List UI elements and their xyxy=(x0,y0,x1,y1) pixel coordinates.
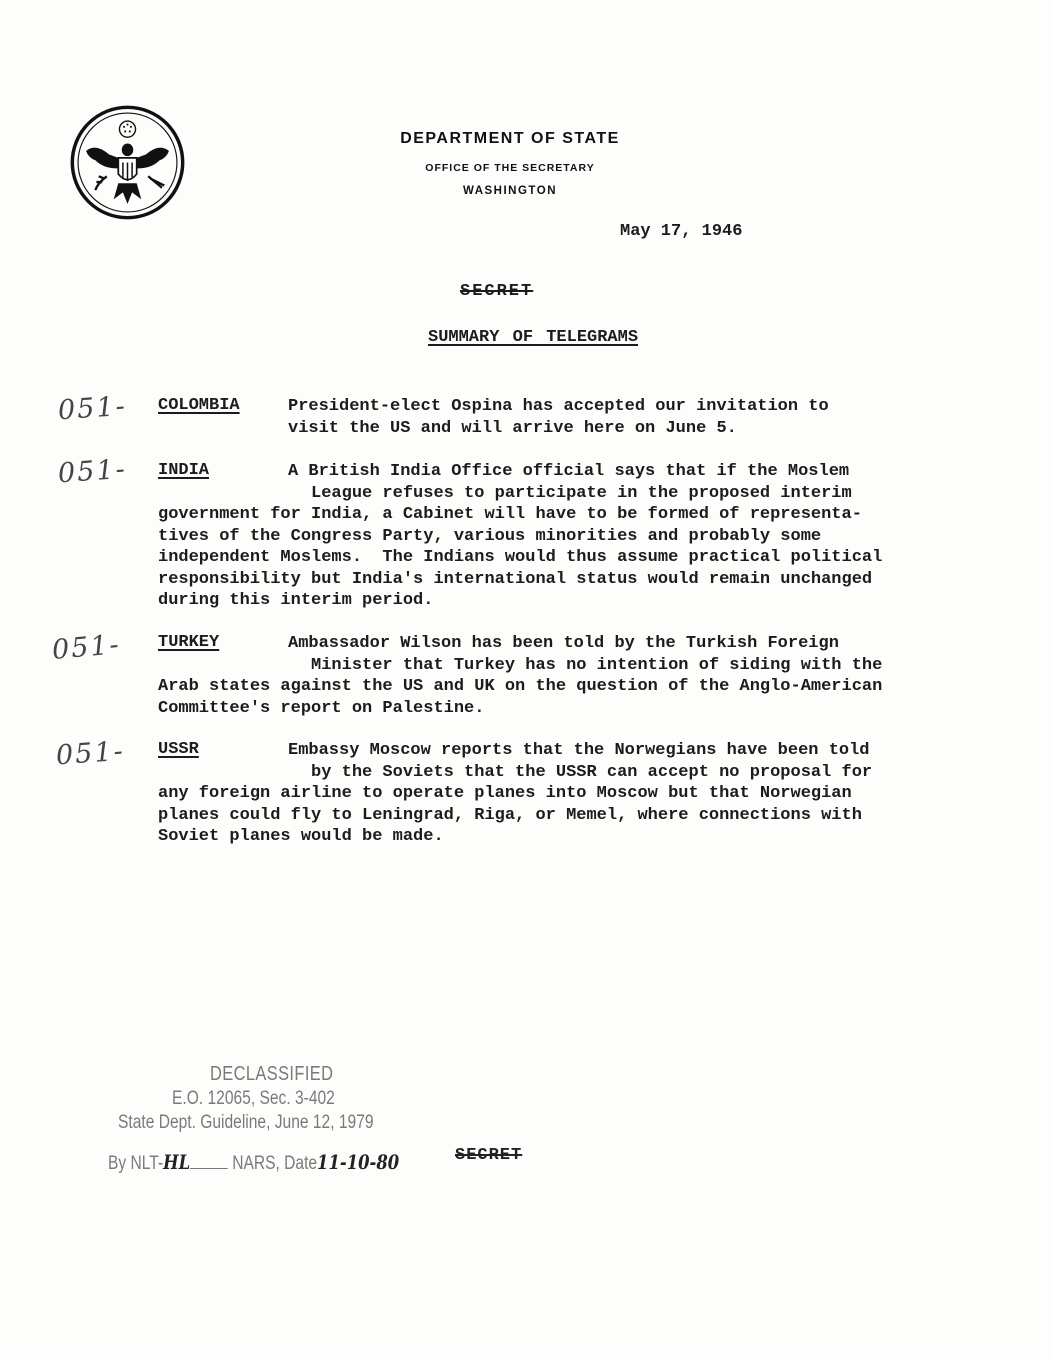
telegram-summary: A British India Office official says that if the Moslem League refuses to participate in the proposed interim government for India, a Cabinet will have to be formed of representa- tives of the Congress Party, various minorities and probably some independent Moslems. The Indians would thus assume practical political responsibility but India's international status would remain unchanged during this interim period. xyxy=(158,462,883,610)
telegram-summary: Ambassador Wilson has been told by the Turkish Foreign Minister that Turkey has no intention of siding with the Arab states against the US and UK on the question of the Anglo-American Committee's report on Palestine. xyxy=(158,634,883,718)
document-date: May 17, 1946 xyxy=(620,222,743,241)
classification-marking-footer: SECRET xyxy=(455,1146,523,1165)
department-seal-icon xyxy=(70,105,185,220)
letterhead-office: OFFICE OF THE SECRETARY xyxy=(425,162,595,174)
declassification-date: 11-10-80 xyxy=(317,1150,400,1174)
letterhead-city: WASHINGTON xyxy=(462,185,557,197)
telegram-summary: President-elect Ospina has accepted our invitation to visit the US and will arrive here on June 5. xyxy=(288,397,829,438)
reviewer-initials: HL xyxy=(163,1150,191,1174)
letterhead-department: DEPARTMENT OF STATE xyxy=(400,130,620,147)
telegram-summary: Embassy Moscow reports that the Norwegians have been told by the Soviets that the USSR can accept no proposal for any foreign airline to operate planes into Moscow but that Norwegian planes could fly to Leningrad, Riga, or Memel, where connections with Soviet planes would be made. xyxy=(158,741,873,846)
file-code-annotation: 051- xyxy=(57,453,128,490)
file-code-annotation: 051- xyxy=(50,629,122,666)
country-heading: USSR xyxy=(158,740,199,759)
nars-label: NARS, Date xyxy=(232,1153,318,1174)
declassification-by-line xyxy=(108,1150,399,1175)
file-code-annotation: 051- xyxy=(55,735,126,772)
by-label: By NLT- xyxy=(108,1153,164,1174)
declassification-authority: E.O. 12065, Sec. 3-402 xyxy=(172,1088,335,1109)
declassification-guideline: State Dept. Guideline, June 12, 1979 xyxy=(118,1112,374,1133)
file-code-annotation: 051- xyxy=(57,390,128,427)
declassified-stamp: DECLASSIFIED xyxy=(210,1063,334,1085)
classification-marking: SECRET xyxy=(460,282,534,301)
country-heading: INDIA xyxy=(158,461,210,480)
country-heading: COLOMBIA xyxy=(158,396,240,415)
document-title: SUMMARY OF TELEGRAMS xyxy=(428,328,639,347)
country-heading: TURKEY xyxy=(158,633,220,652)
